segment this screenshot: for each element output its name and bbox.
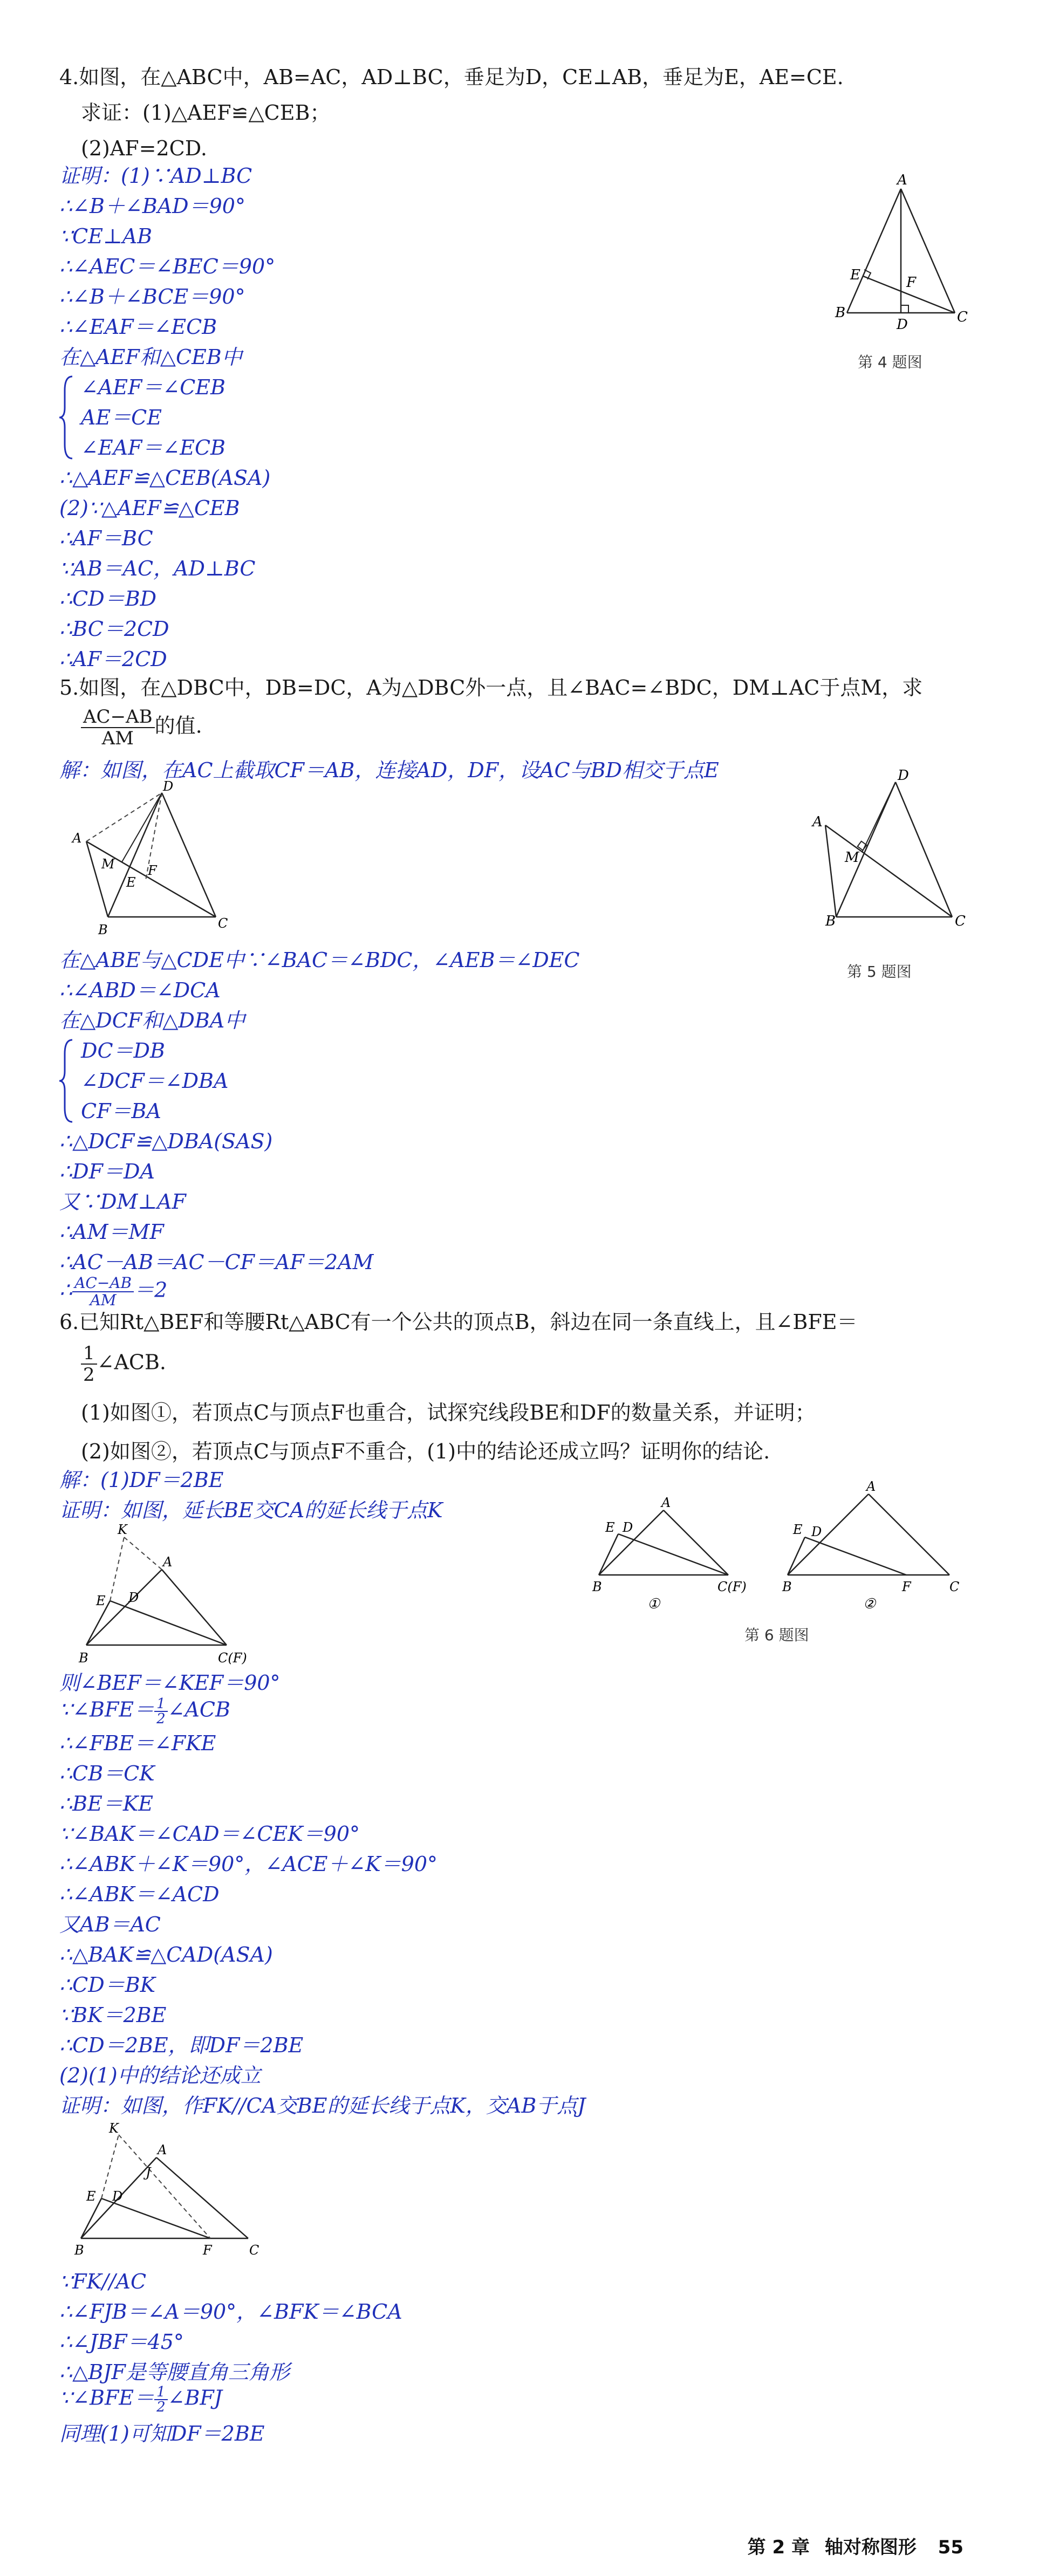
q5-res-num: AC−AB (72, 1275, 134, 1292)
q5-line: ∠DCF＝∠DBA (81, 1069, 229, 1093)
q6i2-label-D: D (112, 2189, 123, 2204)
q4-line: 在△AEF和△CEB中 (59, 345, 242, 369)
q6-h2-num: 1 (154, 2385, 168, 2400)
q5-figure (809, 768, 971, 933)
q6-h1-den: 2 (156, 1711, 166, 1727)
q6-fig1-label: ① (647, 1596, 660, 1612)
q4-line: ∴BC＝2CD (59, 617, 169, 641)
q5i-label-A: A (72, 831, 82, 846)
q6-fig2-label: ② (863, 1596, 876, 1612)
footer-page-number: 55 (938, 2537, 963, 2558)
q4-line: AE＝CE (81, 406, 162, 429)
q4-caption: 第 4 题图 (858, 353, 922, 371)
q4-line: ∴∠AEC＝∠BEC＝90° (59, 255, 276, 278)
q5-stem-tail: 的值. (154, 714, 202, 738)
q6-line: (2)(1)中的结论还成立 (59, 2064, 261, 2087)
q6i2-label-E: E (86, 2189, 96, 2204)
q6-bfe2-suffix: ∠BFJ (167, 2386, 222, 2410)
q6-inline-figure-1 (65, 1521, 291, 1667)
q6i1-label-B: B (79, 1650, 88, 1666)
q5i-label-C: C (218, 916, 228, 931)
q5-frac-num: AC−AB (81, 707, 155, 728)
q6-line: ∵∠BAK＝∠CAD＝∠CEK＝90° (59, 1822, 360, 1846)
q4-line: ∴∠B＋∠BAD＝90° (59, 194, 245, 218)
q5-therefore: ∴ (59, 1278, 73, 1302)
footer-title: 轴对称图形 (824, 2537, 917, 2558)
q6-line: 则∠BEF＝∠KEF＝90° (59, 1671, 281, 1695)
q6-figures (583, 1478, 971, 1613)
q6f2-label-E: E (793, 1522, 803, 1537)
q5i-label-M: M (101, 857, 115, 872)
q6i2-label-K: K (109, 2121, 119, 2136)
q6f1-label-CF: C(F) (717, 1579, 747, 1594)
q6-bfe2-prefix: ∵∠BFE＝ (59, 2386, 155, 2410)
q6i2-label-C: C (249, 2243, 259, 2258)
q5-line: DC＝DB (81, 1039, 165, 1063)
footer-chapter: 第 2 章 (747, 2537, 810, 2558)
q5-res-value: ＝2 (134, 1278, 168, 1302)
q4-label-A: A (897, 172, 907, 188)
q4-line: ∴AF＝BC (59, 526, 153, 550)
q6-line: ∴BE＝KE (59, 1792, 153, 1815)
q5-line: ∴DF＝DA (59, 1160, 155, 1183)
q6i1-label-CF: C(F) (218, 1650, 247, 1666)
q4-part1: 求证：(1)△AEF≌△CEB； (81, 101, 331, 125)
q6i2-label-A: A (158, 2142, 167, 2157)
q6-line: ∴∠FBE＝∠FKE (59, 1731, 216, 1755)
q5-result (59, 1275, 167, 1308)
q6-line: ∴∠JBF＝45° (59, 2330, 184, 2354)
q6-stem1: 6.已知Rt△BEF和等腰Rt△ABC有一个公共的顶点B，斜边在同一条直线上，且∠BFE＝ (59, 1310, 858, 1334)
q4-line: ∴∠EAF＝∠ECB (59, 315, 217, 339)
q4-figure (825, 173, 966, 334)
q5-line: 解：如图，在AC上截取CF＝AB，连接AD，DF，设AC与BD相交于点E (59, 758, 719, 782)
q4-line: ∠EAF＝∠ECB (81, 436, 225, 460)
q5-caption: 第 5 题图 (847, 963, 912, 981)
q5-line: 在△DCF和△DBA中 (59, 1009, 245, 1032)
page-footer (748, 2532, 963, 2559)
q6-stem-fraction (81, 1343, 166, 1385)
q5-res-den: AM (90, 1291, 117, 1309)
q6-line: 证明：如图，延长BE交CA的延长线于点K (59, 1498, 443, 1522)
q4-label-E: E (850, 267, 860, 283)
q6-line-half-1 (59, 1697, 230, 1726)
q4-part2: (2)AF=2CD. (81, 136, 207, 160)
q5-label-B: B (825, 913, 836, 929)
q5-line: 在△ABE与△CDE中∵∠BAC＝∠BDC，∠AEB＝∠DEC (59, 948, 580, 972)
q5-label-A: A (812, 814, 823, 830)
q4-brace (58, 374, 74, 461)
q6-half-num: 1 (81, 1343, 97, 1365)
q6-line: ∴CD＝2BE，即DF＝2BE (59, 2033, 304, 2057)
q6i1-label-D: D (128, 1590, 139, 1605)
q4-label-D: D (897, 317, 908, 333)
q6-line: ∴∠ABK＝∠ACD (59, 1882, 220, 1906)
q6f1-label-B: B (592, 1579, 602, 1594)
q6-bfe-prefix: ∵∠BFE＝ (59, 1697, 155, 1722)
q5-line: ∴△DCF≌△DBA(SAS) (59, 1129, 273, 1153)
q5-brace (58, 1038, 74, 1124)
q5-line: CF＝BA (81, 1099, 161, 1123)
q6-line: ∵FK//AC (59, 2270, 147, 2293)
q4-label-B: B (835, 305, 846, 321)
q6-line: 解：(1)DF＝2BE (59, 1468, 224, 1492)
q4-line: ∵AB＝AC，AD⊥BC (59, 557, 256, 580)
q6-half-den: 2 (83, 1364, 95, 1386)
q6-inline-figure-2 (65, 2120, 281, 2260)
q5-label-C: C (955, 913, 966, 929)
q6i1-label-K: K (118, 1522, 127, 1537)
q6-line: ∴∠ABK＋∠K＝90°，∠ACE＋∠K＝90° (59, 1852, 438, 1876)
q6-line: ∴∠FJB＝∠A＝90°，∠BFK＝∠BCA (59, 2300, 402, 2324)
q6i1-label-E: E (96, 1593, 106, 1608)
q4-line: (2)∵△AEF≌△CEB (59, 496, 240, 520)
q6-line: ∴△BAK≌△CAD(ASA) (59, 1943, 273, 1967)
q6i2-label-F: F (203, 2243, 212, 2258)
q5-line: ∴∠ABD＝∠DCA (59, 978, 221, 1002)
q6f1-label-E: E (605, 1520, 615, 1535)
q5-line: ∴AM＝MF (59, 1220, 164, 1244)
q4-label-C: C (957, 309, 968, 325)
q4-line: 证明：(1)∵AD⊥BC (59, 164, 252, 188)
q4-line: ∴CD＝BD (59, 587, 157, 611)
q4-stem: 4.如图，在△ABC中，AB=AC，AD⊥BC，垂足为D，CE⊥AB，垂足为E，AE=CE. (59, 65, 844, 89)
q6-line: ∴△BJF是等腰直角三角形 (59, 2360, 290, 2384)
q6i2-label-J: J (146, 2165, 151, 2180)
q5-fraction (81, 707, 202, 749)
q6i2-label-B: B (74, 2243, 84, 2258)
q5-inline-figure (65, 779, 243, 938)
q4-line: ∵CE⊥AB (59, 224, 153, 248)
q5-line: 又∵DM⊥AF (59, 1190, 186, 1214)
q6-part2: (2)如图②，若顶点C与顶点F不重合，(1)中的结论还成立吗？证明你的结论. (81, 1440, 770, 1463)
q4-line: ∴AF＝2CD (59, 647, 167, 671)
q6f2-label-B: B (782, 1579, 792, 1594)
q6-line: 证明：如图，作FK//CA交BE的延长线于点K，交AB于点J (59, 2094, 586, 2118)
q4-label-F: F (906, 275, 917, 291)
q5-label-D: D (898, 768, 909, 784)
q6-line: 同理(1)可知DF＝2BE (59, 2422, 265, 2445)
q5i-label-F: F (148, 863, 157, 878)
q5-label-M: M (845, 849, 859, 866)
q6f1-label-A: A (661, 1495, 671, 1510)
q5i-label-B: B (98, 922, 108, 937)
q6-bfe-suffix: ∠ACB (167, 1697, 230, 1722)
q5i-label-D: D (163, 779, 174, 794)
q6f2-label-C: C (949, 1579, 960, 1594)
q6f2-label-A: A (866, 1479, 876, 1494)
q6-line: ∴CD＝BK (59, 1973, 156, 1997)
q4-line: ∴△AEF≌△CEB(ASA) (59, 466, 271, 490)
q6-h2-den: 2 (156, 2399, 166, 2415)
q6-caption: 第 6 题图 (744, 1626, 809, 1644)
q5-frac-den: AM (101, 728, 134, 749)
q6-stem2: ∠ACB. (97, 1350, 167, 1374)
q5-line: ∴AC－AB＝AC－CF＝AF＝2AM (59, 1250, 374, 1274)
q5i-label-E: E (126, 875, 136, 890)
q6i1-label-A: A (163, 1554, 173, 1570)
q4-line: ∠AEF＝∠CEB (81, 375, 225, 399)
q6-line: ∵BK＝2BE (59, 2003, 167, 2027)
q6f1-label-D: D (623, 1520, 633, 1535)
q6f2-label-F: F (902, 1579, 911, 1594)
q6-line: 又AB＝AC (59, 1913, 161, 1936)
q5-stem: 5.如图，在△DBC中，DB=DC，A为△DBC外一点，且∠BAC=∠BDC，DM⊥AC于点M，求 (59, 676, 923, 700)
q4-line: ∴∠B＋∠BCE＝90° (59, 285, 245, 309)
q6f2-label-D: D (811, 1524, 822, 1539)
q6-h1-num: 1 (154, 1697, 168, 1712)
q6-part1: (1)如图①，若顶点C与顶点F也重合，试探究线段BE和DF的数量关系，并证明； (81, 1401, 816, 1424)
q6-line: ∴CB＝CK (59, 1762, 155, 1785)
q6-line-half-2 (59, 2385, 222, 2414)
